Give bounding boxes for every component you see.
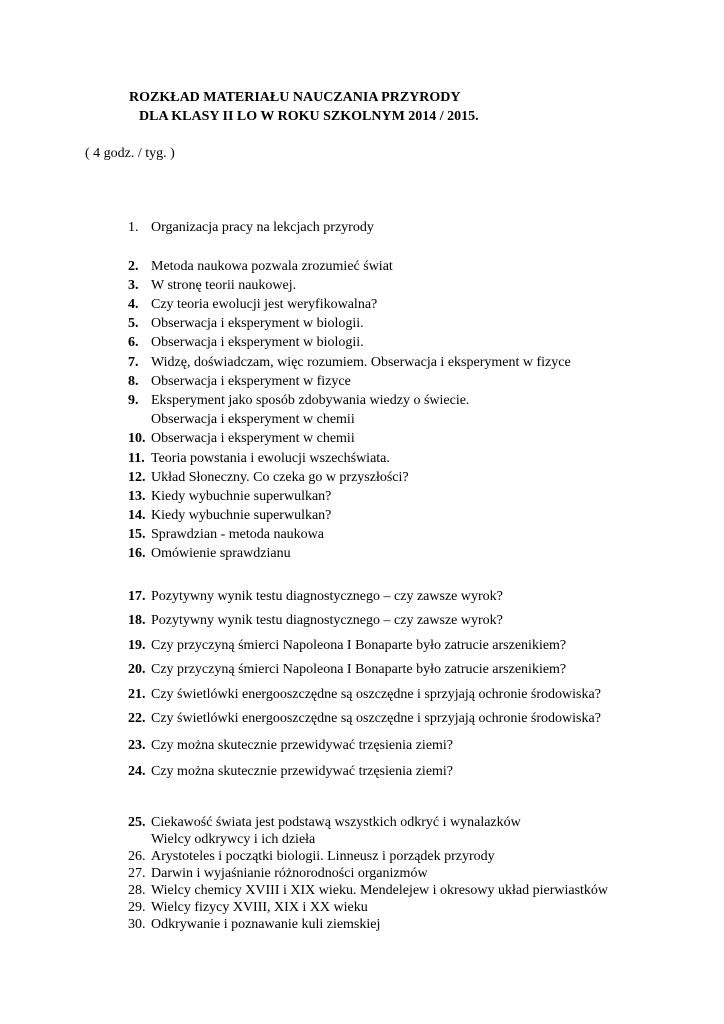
item-number: 12. <box>128 470 146 485</box>
list-item <box>0 687 724 705</box>
list-item <box>0 470 724 488</box>
item-number: 15. <box>128 527 146 542</box>
item-number: 30. <box>128 917 146 932</box>
list-item <box>0 900 724 918</box>
item-text: Czy teoria ewolucji jest weryfikowalna? <box>151 297 378 312</box>
item-text: Czy świetlówki energooszczędne są oszczędne i sprzyjają ochronie środowiska? <box>151 687 601 702</box>
item-number: 24. <box>128 764 146 779</box>
list-item <box>0 866 724 884</box>
list-item <box>0 764 724 782</box>
list-item-continuation <box>0 832 724 850</box>
item-text: Wielcy odkrywcy i ich dzieła <box>151 832 316 847</box>
list-item <box>0 711 724 729</box>
item-text: Ciekawość świata jest podstawą wszystkich odkryć i wynalazków <box>151 815 521 830</box>
item-text: Wielcy chemicy XVIII i XIX wieku. Mendelejew i okresowy układ pierwiastków <box>151 883 609 898</box>
item-text: Obserwacja i eksperyment w fizyce <box>151 374 351 389</box>
list-item <box>0 431 724 449</box>
item-number: 17. <box>128 589 146 604</box>
item-text: Czy przyczyną śmierci Napoleona I Bonaparte było zatrucie arszenikiem? <box>151 662 567 677</box>
list-item <box>0 849 724 867</box>
item-text: Widzę, doświadczam, więc rozumiem. Obserwacja i eksperyment w fizyce <box>151 355 571 370</box>
item-text: Czy można skutecznie przewidywać trzęsienia ziemi? <box>151 738 454 753</box>
list-item <box>0 355 724 373</box>
document-title-line-1: ROZKŁAD MATERIAŁU NAUCZANIA PRZYRODY <box>129 90 461 105</box>
list-item <box>0 220 724 238</box>
list-item <box>0 917 724 935</box>
item-number: 8. <box>128 374 139 389</box>
item-number: 9. <box>128 393 139 408</box>
item-text: Wielcy fizycy XVIII, XIX i XX wieku <box>151 900 368 915</box>
item-number: 16. <box>128 546 146 561</box>
list-item <box>0 451 724 469</box>
item-text: Arystoteles i początki biologii. Linneusz i porządek przyrody <box>151 849 495 864</box>
item-number: 14. <box>128 508 146 523</box>
document-title-line-2: DLA KLASY II LO W ROKU SZKOLNYM 2014 / 2015. <box>139 109 479 124</box>
item-text: Czy można skutecznie przewidywać trzęsienia ziemi? <box>151 764 454 779</box>
item-number: 20. <box>128 662 146 677</box>
item-text: Obserwacja i eksperyment w chemii <box>151 431 355 446</box>
item-text: Metoda naukowa pozwala zrozumieć świat <box>151 259 393 274</box>
list-item-continuation <box>0 412 724 430</box>
item-text: Sprawdzian - metoda naukowa <box>151 527 324 542</box>
item-text: Kiedy wybuchnie superwulkan? <box>151 489 332 504</box>
item-text: Czy przyczyną śmierci Napoleona I Bonaparte było zatrucie arszenikiem? <box>151 638 567 653</box>
item-text: Kiedy wybuchnie superwulkan? <box>151 508 332 523</box>
item-number: 13. <box>128 489 146 504</box>
list-item <box>0 508 724 526</box>
item-number: 18. <box>128 613 146 628</box>
item-text: Układ Słoneczny. Co czeka go w przyszłości? <box>151 470 409 485</box>
item-number: 21. <box>128 687 146 702</box>
item-number: 2. <box>128 259 139 274</box>
list-item <box>0 546 724 564</box>
item-text: Pozytywny wynik testu diagnostycznego – czy zawsze wyrok? <box>151 613 503 628</box>
item-text: Czy świetlówki energooszczędne są oszczędne i sprzyjają ochronie środowiska? <box>151 711 601 726</box>
item-number: 7. <box>128 355 139 370</box>
list-item <box>0 527 724 545</box>
list-item <box>0 489 724 507</box>
item-text: Darwin i wyjaśnianie różnorodności organizmów <box>151 866 428 881</box>
list-item <box>0 316 724 334</box>
list-item <box>0 638 724 656</box>
item-number: 5. <box>128 316 139 331</box>
list-item <box>0 883 724 901</box>
item-text: W stronę teorii naukowej. <box>151 278 297 293</box>
item-text: Omówienie sprawdzianu <box>151 546 291 561</box>
list-item <box>0 374 724 392</box>
list-item <box>0 589 724 607</box>
list-item <box>0 662 724 680</box>
item-text: Organizacja pracy na lekcjach przyrody <box>151 220 374 235</box>
item-number: 4. <box>128 297 139 312</box>
item-number: 3. <box>128 278 139 293</box>
list-item <box>0 393 724 411</box>
list-item <box>0 278 724 296</box>
item-number: 29. <box>128 900 146 915</box>
item-number: 11. <box>128 451 145 466</box>
list-item <box>0 335 724 353</box>
list-item <box>0 259 724 277</box>
item-number: 23. <box>128 738 146 753</box>
item-number: 1. <box>128 220 139 235</box>
item-number: 26. <box>128 849 146 864</box>
item-text: Odkrywanie i poznawanie kuli ziemskiej <box>151 917 381 932</box>
item-number: 22. <box>128 711 146 726</box>
item-text: Obserwacja i eksperyment w biologii. <box>151 335 364 350</box>
item-number: 27. <box>128 866 146 881</box>
item-number: 6. <box>128 335 139 350</box>
item-text: Pozytywny wynik testu diagnostycznego – czy zawsze wyrok? <box>151 589 503 604</box>
item-number: 19. <box>128 638 146 653</box>
item-text: Obserwacja i eksperyment w biologii. <box>151 316 364 331</box>
item-number: 28. <box>128 883 146 898</box>
list-item <box>0 613 724 631</box>
list-item <box>0 738 724 756</box>
item-text: Eksperyment jako sposób zdobywania wiedzy o świecie. <box>151 393 470 408</box>
item-number: 25. <box>128 815 146 830</box>
item-text: Teoria powstania i ewolucji wszechświata. <box>151 451 390 466</box>
list-item <box>0 297 724 315</box>
item-number: 10. <box>128 431 146 446</box>
hours-per-week-note: ( 4 godz. / tyg. ) <box>85 146 175 161</box>
list-item <box>0 815 724 833</box>
item-text: Obserwacja i eksperyment w chemii <box>151 412 355 427</box>
